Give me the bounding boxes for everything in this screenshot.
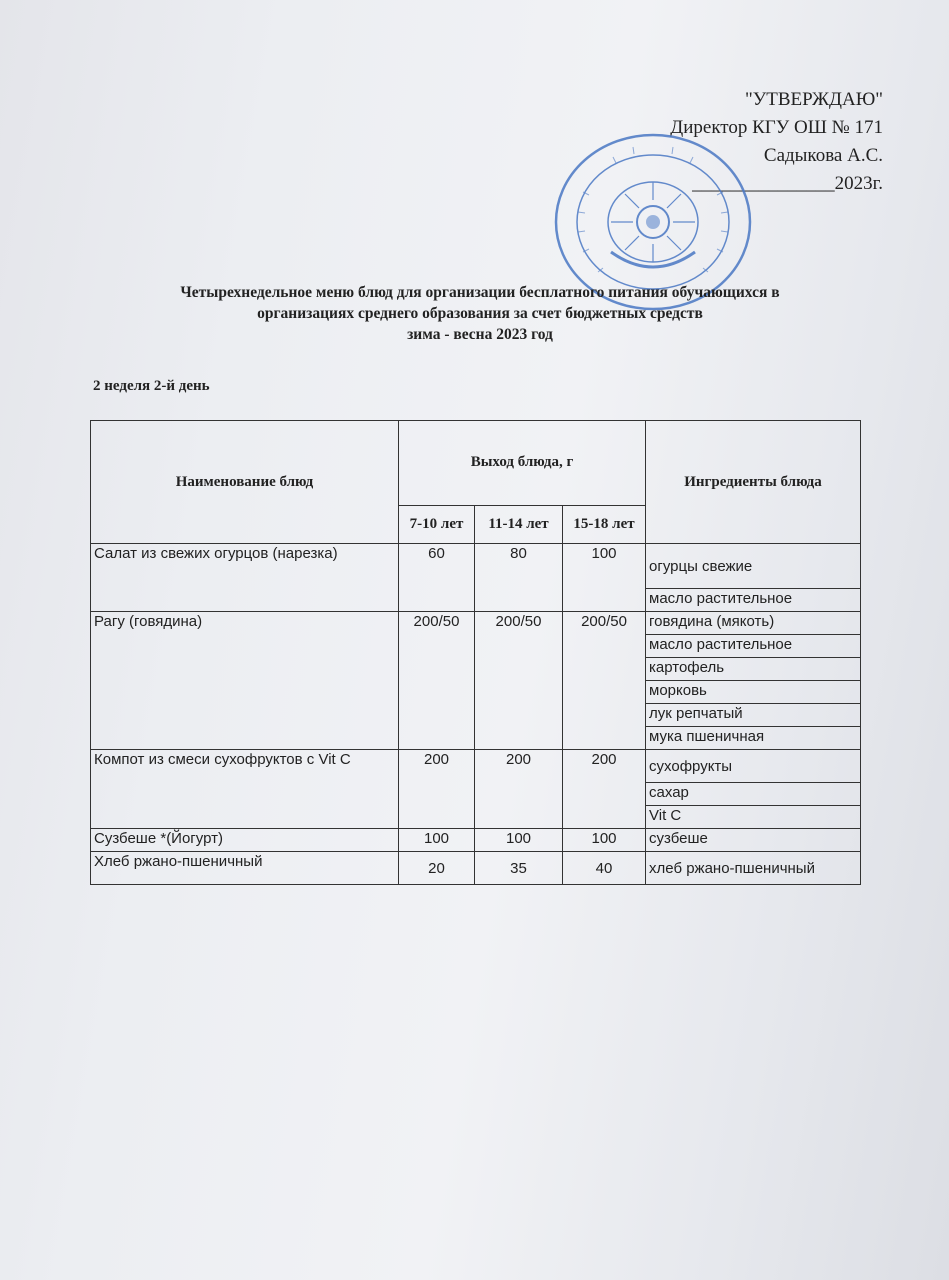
- ingredient: масло растительное: [646, 635, 861, 658]
- ingredient: хлеб ржано-пшеничный: [646, 852, 861, 885]
- ingredient: огурцы свежие: [646, 544, 861, 589]
- yield-15-18: 200/50: [563, 612, 646, 750]
- header-dish-name: Наименование блюд: [91, 421, 399, 544]
- ingredient: Vit C: [646, 806, 861, 829]
- dish-name: Хлеб ржано-пшеничный: [91, 852, 399, 885]
- document-title: [80, 282, 880, 345]
- yield-11-14: 100: [475, 829, 563, 852]
- dish-name: Сузбеше *(Йогурт): [91, 829, 399, 852]
- menu-table: [90, 420, 861, 885]
- approval-name: Садыкова А.С.: [763, 145, 883, 166]
- ingredient: картофель: [646, 658, 861, 681]
- table-row: [91, 750, 861, 783]
- yield-15-18: 40: [563, 852, 646, 885]
- table-row: [91, 612, 861, 635]
- header-age-7-10: 7-10 лет: [399, 505, 475, 543]
- dish-name: Компот из смеси сухофруктов с Vit C: [91, 750, 399, 829]
- header-age-15-18: 15-18 лет: [563, 505, 646, 543]
- yield-7-10: 200/50: [399, 612, 475, 750]
- yield-7-10: 100: [399, 829, 475, 852]
- table-row: [91, 852, 861, 885]
- yield-15-18: 200: [563, 750, 646, 829]
- ingredient: говядина (мякоть): [646, 612, 861, 635]
- yield-11-14: 200/50: [475, 612, 563, 750]
- ingredient: мука пшеничная: [646, 727, 861, 750]
- ingredient: масло растительное: [646, 589, 861, 612]
- ingredient: лук репчатый: [646, 704, 861, 727]
- yield-7-10: 200: [399, 750, 475, 829]
- yield-7-10: 20: [399, 852, 475, 885]
- header-ingredients: Ингредиенты блюда: [646, 421, 861, 544]
- week-day-label: 2 неделя 2-й день: [93, 378, 210, 394]
- dish-name: Салат из свежих огурцов (нарезка): [91, 544, 399, 612]
- table-row: [91, 829, 861, 852]
- yield-11-14: 80: [475, 544, 563, 612]
- table-row: [91, 544, 861, 589]
- header-yield: Выход блюда, г: [399, 421, 646, 506]
- title-line-1: Четырехнедельное меню блюд для организации бесплатного питания обучающихся в: [180, 284, 780, 301]
- approval-position: Директор КГУ ОШ № 171: [670, 117, 883, 138]
- ingredient: морковь: [646, 681, 861, 704]
- yield-11-14: 35: [475, 852, 563, 885]
- yield-15-18: 100: [563, 829, 646, 852]
- ingredient: сахар: [646, 783, 861, 806]
- yield-7-10: 60: [399, 544, 475, 612]
- ingredient: сухофрукты: [646, 750, 861, 783]
- ingredient: сузбеше: [646, 829, 861, 852]
- yield-15-18: 100: [563, 544, 646, 612]
- approval-date: _______________2023г.: [692, 173, 883, 194]
- yield-11-14: 200: [475, 750, 563, 829]
- dish-name: Рагу (говядина): [91, 612, 399, 750]
- title-line-3: зима - весна 2023 год: [407, 326, 553, 343]
- title-line-2: организациях среднего образования за счет бюджетных средств: [257, 305, 703, 322]
- header-age-11-14: 11-14 лет: [475, 505, 563, 543]
- approval-label: "УТВЕРЖДАЮ": [745, 89, 883, 110]
